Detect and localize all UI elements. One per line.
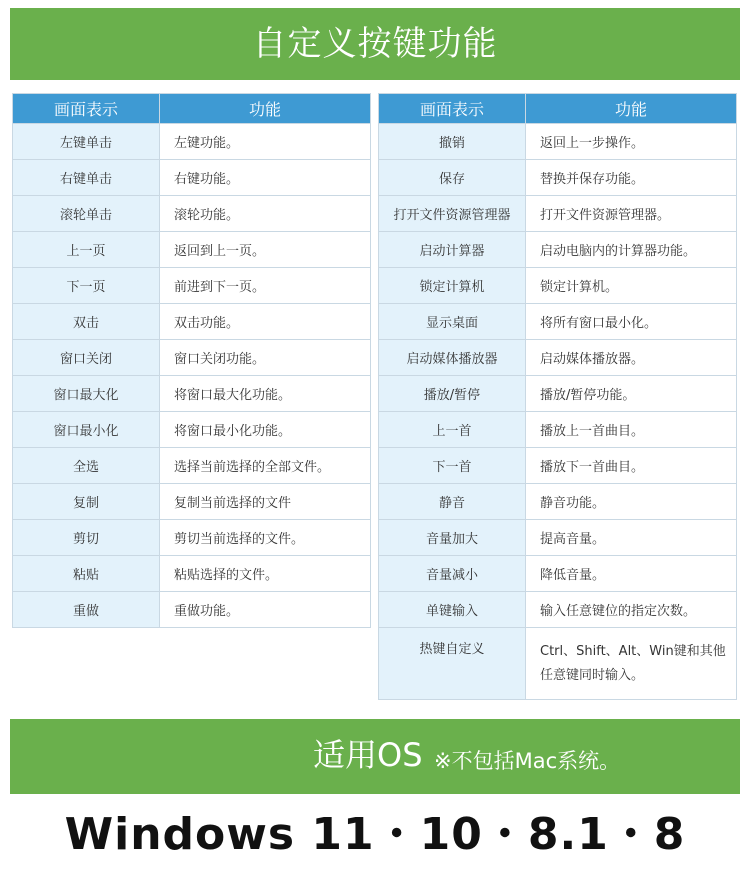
display-cell: 热键自定义 <box>379 628 526 700</box>
function-cell: 播放上一首曲目。 <box>526 412 737 448</box>
display-cell: 复制 <box>13 484 160 520</box>
function-cell: 滚轮功能。 <box>160 196 371 232</box>
display-cell: 滚轮单击 <box>13 196 160 232</box>
column-header-display: 画面表示 <box>13 94 160 124</box>
table-row <box>13 124 371 160</box>
display-cell: 窗口关闭 <box>13 340 160 376</box>
display-cell: 剪切 <box>13 520 160 556</box>
function-cell: 静音功能。 <box>526 484 737 520</box>
display-cell: 静音 <box>379 484 526 520</box>
function-cell: 打开文件资源管理器。 <box>526 196 737 232</box>
table-row <box>379 520 737 556</box>
column-header-function: 功能 <box>160 94 371 124</box>
display-cell: 单键输入 <box>379 592 526 628</box>
function-cell: 剪切当前选择的文件。 <box>160 520 371 556</box>
column-header-function: 功能 <box>526 94 737 124</box>
function-cell: 双击功能。 <box>160 304 371 340</box>
display-cell: 打开文件资源管理器 <box>379 196 526 232</box>
table-row <box>13 160 371 196</box>
display-cell: 上一页 <box>13 232 160 268</box>
function-cell: Ctrl、Shift、Alt、Win键和其他任意键同时输入。 <box>526 628 737 700</box>
table-row <box>379 556 737 592</box>
display-cell: 全选 <box>13 448 160 484</box>
display-cell: 启动计算器 <box>379 232 526 268</box>
table-header-row <box>13 94 371 124</box>
function-cell: 替换并保存功能。 <box>526 160 737 196</box>
table-row <box>379 232 737 268</box>
display-cell: 上一首 <box>379 412 526 448</box>
function-cell: 播放下一首曲目。 <box>526 448 737 484</box>
table-row <box>379 160 737 196</box>
display-cell: 撤销 <box>379 124 526 160</box>
table-row <box>13 196 371 232</box>
table-row <box>13 520 371 556</box>
table-row <box>13 376 371 412</box>
display-cell: 锁定计算机 <box>379 268 526 304</box>
function-cell: 窗口关闭功能。 <box>160 340 371 376</box>
table-row <box>13 304 371 340</box>
table-row <box>379 304 737 340</box>
function-cell: 重做功能。 <box>160 592 371 628</box>
function-cell: 返回到上一页。 <box>160 232 371 268</box>
table-header-row <box>379 94 737 124</box>
function-cell: 前进到下一页。 <box>160 268 371 304</box>
table-row <box>13 484 371 520</box>
function-cell: 启动电脑内的计算器功能。 <box>526 232 737 268</box>
display-cell: 重做 <box>13 592 160 628</box>
function-cell: 选择当前选择的全部文件。 <box>160 448 371 484</box>
function-cell: 将窗口最小化功能。 <box>160 412 371 448</box>
display-cell: 下一首 <box>379 448 526 484</box>
os-versions: Windows 11・10・8.1・8 <box>64 809 686 860</box>
display-cell: 下一页 <box>13 268 160 304</box>
display-cell: 窗口最大化 <box>13 376 160 412</box>
os-label: 适用OS <box>313 736 423 774</box>
function-cell: 右键功能。 <box>160 160 371 196</box>
display-cell: 右键单击 <box>13 160 160 196</box>
function-cell: 左键功能。 <box>160 124 371 160</box>
table-row <box>379 340 737 376</box>
function-cell: 粘贴选择的文件。 <box>160 556 371 592</box>
function-table-left <box>12 93 371 628</box>
function-cell: 锁定计算机。 <box>526 268 737 304</box>
table-row <box>379 628 737 700</box>
table-row <box>13 592 371 628</box>
table-row <box>379 448 737 484</box>
os-banner <box>10 719 740 794</box>
function-cell: 提高音量。 <box>526 520 737 556</box>
table-row <box>379 484 737 520</box>
page-title: 自定义按键功能 <box>252 24 498 64</box>
table-row <box>13 448 371 484</box>
table-row <box>13 412 371 448</box>
display-cell: 双击 <box>13 304 160 340</box>
table-row <box>13 232 371 268</box>
function-cell: 返回上一步操作。 <box>526 124 737 160</box>
column-header-display: 画面表示 <box>379 94 526 124</box>
function-cell: 复制当前选择的文件 <box>160 484 371 520</box>
table-row <box>379 376 737 412</box>
function-cell: 将窗口最大化功能。 <box>160 376 371 412</box>
display-cell: 窗口最小化 <box>13 412 160 448</box>
table-row <box>13 340 371 376</box>
display-cell: 左键单击 <box>13 124 160 160</box>
table-row <box>379 268 737 304</box>
display-cell: 音量加大 <box>379 520 526 556</box>
display-cell: 显示桌面 <box>379 304 526 340</box>
table-row <box>379 592 737 628</box>
display-cell: 粘贴 <box>13 556 160 592</box>
table-row <box>379 196 737 232</box>
display-cell: 播放/暂停 <box>379 376 526 412</box>
table-row <box>13 268 371 304</box>
function-cell: 输入任意键位的指定次数。 <box>526 592 737 628</box>
title-banner <box>10 8 740 80</box>
display-cell: 启动媒体播放器 <box>379 340 526 376</box>
function-cell: 降低音量。 <box>526 556 737 592</box>
table-row <box>379 412 737 448</box>
display-cell: 音量减小 <box>379 556 526 592</box>
function-cell: 将所有窗口最小化。 <box>526 304 737 340</box>
os-note: ※不包括Mac系统。 <box>434 749 621 773</box>
function-table-right <box>378 93 737 700</box>
function-cell: 播放/暂停功能。 <box>526 376 737 412</box>
display-cell: 保存 <box>379 160 526 196</box>
table-row <box>13 556 371 592</box>
table-row <box>379 124 737 160</box>
function-cell: 启动媒体播放器。 <box>526 340 737 376</box>
